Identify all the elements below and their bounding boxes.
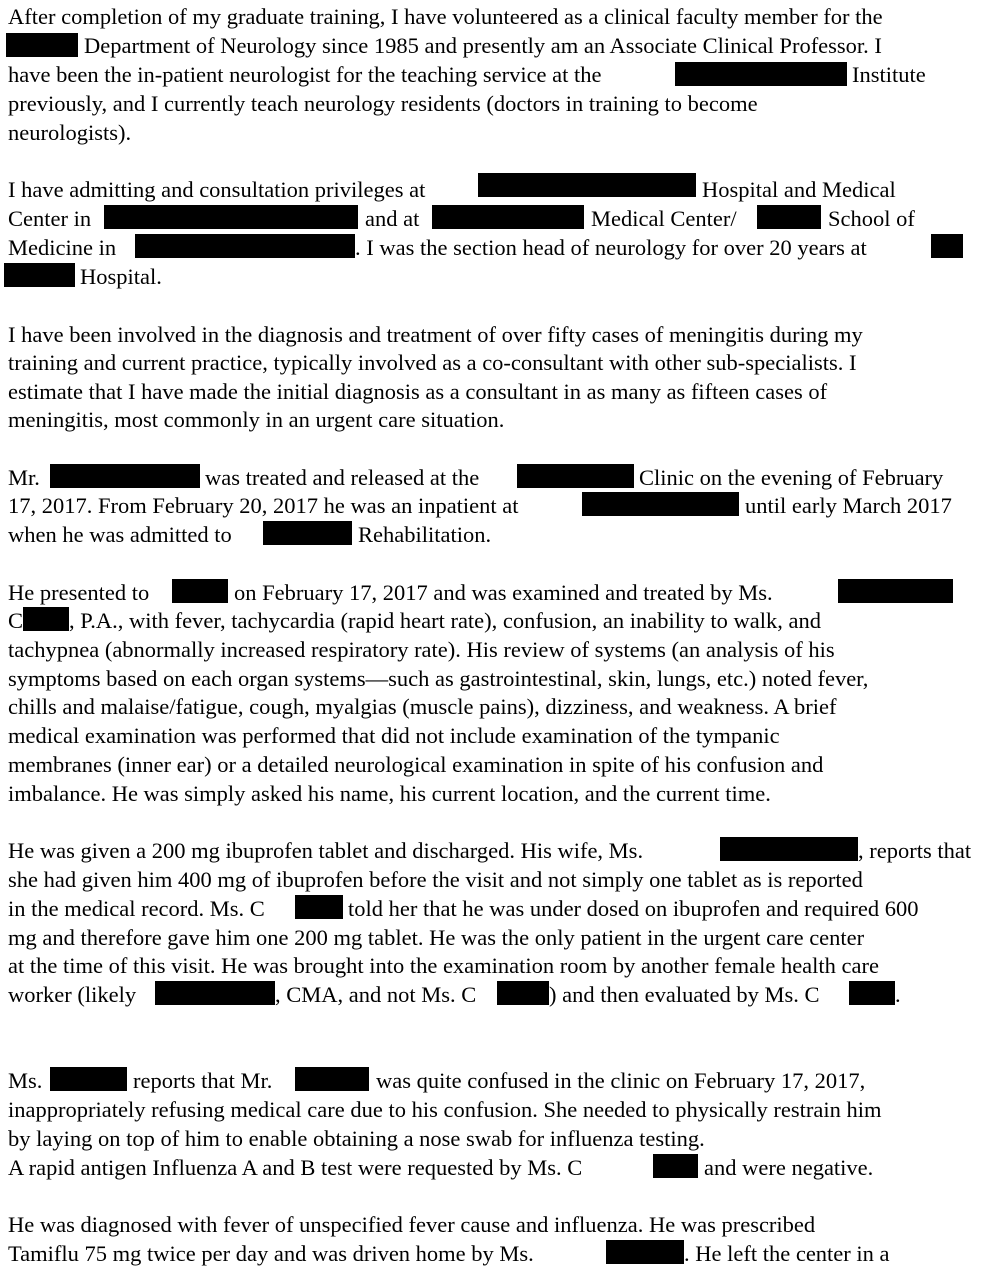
redaction-bar [432,205,584,229]
text-line: After completion of my graduate training, I have volunteered as a clinical faculty member for the [8,4,883,29]
text-line: , P.A., with fever, tachycardia (rapid heart rate), confusion, an inability to walk, and [69,608,821,633]
text-line: imbalance. He was simply asked his name, his current location, and the current time. [8,781,771,806]
text-line: , CMA, and not Ms. C [275,982,477,1007]
redaction-bar [478,173,696,197]
text-line: and at [365,206,420,231]
text-line: until early March 2017 [745,493,952,518]
text-line: Hospital. [80,264,162,289]
redaction-bar [582,492,739,516]
redaction-bar [23,607,69,631]
text-line: Mr. [8,465,40,490]
redaction-bar [6,33,78,57]
redaction-bar [675,62,847,86]
redaction-bar [295,1067,369,1091]
text-line: symptoms based on each organ systems—such as gastrointestinal, skin, lungs, etc.) noted fever, [8,666,869,691]
text-line: in the medical record. Ms. C [8,896,265,921]
redaction-bar [606,1240,684,1264]
text-line: , reports that [858,838,972,863]
text-line: previously, and I currently teach neurology residents (doctors in training to become [8,91,758,116]
text-line: inappropriately refusing medical care due to his confusion. She needed to physically restrain him [8,1097,882,1122]
text-line: School of [828,206,915,231]
text-line: Department of Neurology since 1985 and presently am an Associate Clinical Professor. I [84,33,882,58]
text-line: C [8,608,24,633]
text-line: Institute [852,62,926,87]
redaction-bar [263,521,352,545]
redaction-bar [104,205,358,229]
redaction-bar [135,234,355,258]
redaction-bar [155,981,275,1005]
text-line: estimate that I have made the initial diagnosis as a consultant in as many as fifteen cases of [8,379,828,404]
redaction-bar [849,981,895,1005]
text-line: chills and malaise/fatigue, cough, myalgias (muscle pains), dizziness, and weakness. A brief [8,694,837,719]
redaction-bar [4,263,75,287]
text-line: Tamiflu 75 mg twice per day and was driven home by Ms. [8,1241,534,1266]
text-line: worker (likely [8,982,137,1007]
text-line: mg and therefore gave him one 200 mg tablet. He was the only patient in the urgent care center [8,925,865,950]
text-line: He was given a 200 mg ibuprofen tablet and discharged. His wife, Ms. [8,838,644,863]
text-line: medical examination was performed that did not include examination of the tympanic [8,723,780,748]
redaction-bar [838,579,953,603]
text-line: A rapid antigen Influenza A and B test were requested by Ms. C [8,1155,583,1180]
redaction-bar [172,579,228,603]
text-line: told her that he was under dosed on ibuprofen and required 600 [348,896,919,921]
text-line: I have admitting and consultation privileges at [8,177,426,202]
text-line: meningitis, most commonly in an urgent care situation. [8,407,505,432]
redaction-bar [497,981,549,1005]
text-line: reports that Mr. [133,1068,273,1093]
text-line: membranes (inner ear) or a detailed neurological examination in spite of his confusion and [8,752,824,777]
text-line: ) and then evaluated by Ms. C [549,982,820,1007]
redaction-bar [757,205,821,229]
text-line: . [895,982,901,1007]
text-line: was quite confused in the clinic on February 17, 2017, [376,1068,866,1093]
text-line: Medical Center/ [591,206,737,231]
text-line: tachypnea (abnormally increased respiratory rate). His review of systems (an analysis of his [8,637,835,662]
text-line: and were negative. [704,1155,874,1180]
text-line: I have been involved in the diagnosis and treatment of over fifty cases of meningitis during my [8,322,863,347]
text-line: . I was the section head of neurology for over 20 years at [355,235,867,260]
text-line: neurologists). [8,120,132,145]
text-line: training and current practice, typically involved as a co-consultant with other sub-specialists. I [8,350,857,375]
text-line: was treated and released at the [205,465,480,490]
text-line: Medicine in [8,235,117,260]
text-line: Clinic on the evening of February [639,465,944,490]
text-line: . He left the center in a [684,1241,890,1266]
text-line: she had given him 400 mg of ibuprofen before the visit and not simply one tablet as is reported [8,867,863,892]
text-line: 17, 2017. From February 20, 2017 he was an inpatient at [8,493,519,518]
text-line: Rehabilitation. [358,522,492,547]
text-line: by laying on top of him to enable obtaining a nose swab for influenza testing. [8,1126,705,1151]
text-line: at the time of this visit. He was brought into the examination room by another female health care [8,953,879,978]
redaction-bar [931,234,963,258]
text-line: Ms. [8,1068,43,1093]
text-line: Hospital and Medical [702,177,896,202]
text-line: when he was admitted to [8,522,232,547]
redaction-bar [50,1067,127,1091]
text-line: Center in [8,206,92,231]
text-line: He was diagnosed with fever of unspecified fever cause and influenza. He was prescribed [8,1212,816,1237]
text-line: have been the in-patient neurologist for the teaching service at the [8,62,602,87]
redaction-bar [295,895,343,919]
redaction-bar [720,837,858,861]
redaction-bar [50,464,200,488]
text-line: on February 17, 2017 and was examined and treated by Ms. [234,580,773,605]
redaction-bar [653,1154,698,1178]
text-line: He presented to [8,580,150,605]
redaction-bar [517,464,634,488]
